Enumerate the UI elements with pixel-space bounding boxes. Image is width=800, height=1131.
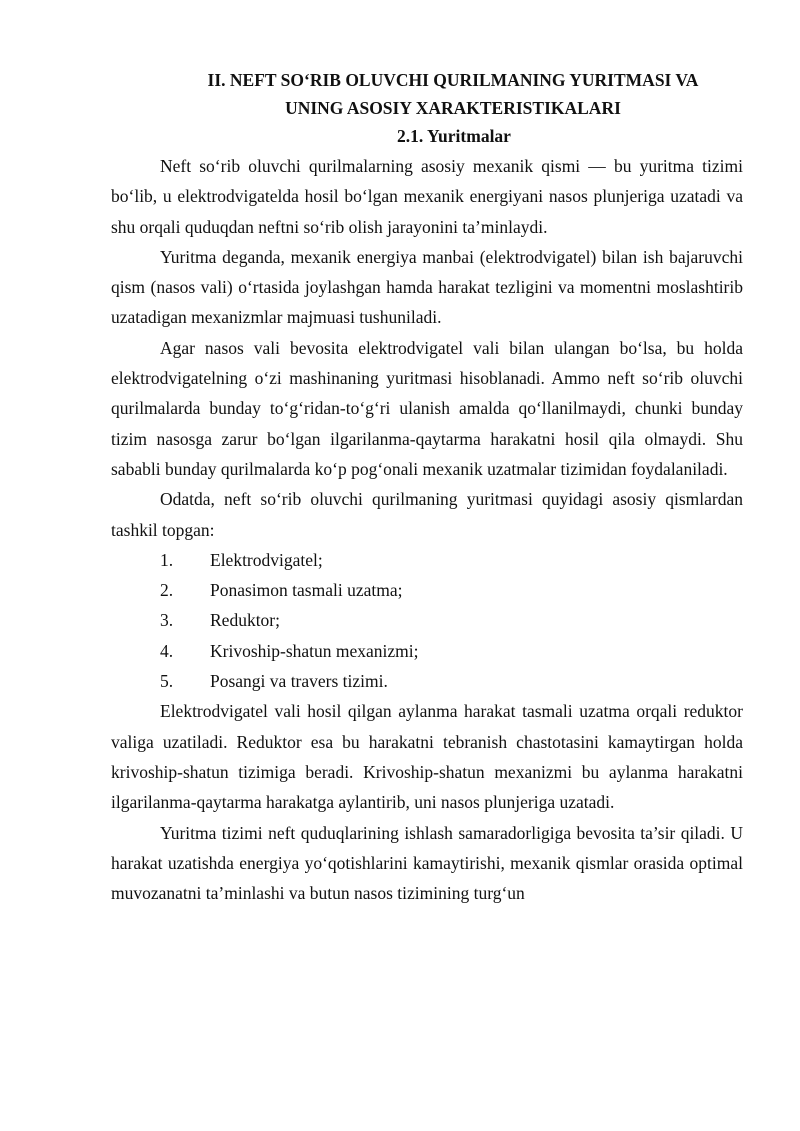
list-item-text: Ponasimon tasmali uzatma; [210, 580, 403, 601]
list-item-number: 4. [160, 640, 174, 661]
list-item [111, 575, 743, 605]
components-list [111, 545, 743, 696]
paragraph: Yuritma tizimi neft quduqlarining ishlash samaradorligiga bevosita ta’sir qiladi. U harakat uzatishda energiya yo‘qotishlarini kamaytirishi, mexanik qismlar orasida optimal muvozanatni ta’minlashi va butun nasos tizimining turg‘un [111, 822, 743, 904]
list-item-number: 3. [160, 610, 174, 631]
list-item [111, 605, 743, 635]
paragraph: Neft so‘rib oluvchi qurilmalarning asosiy mexanik qismi — bu yuritma tizimi bo‘lib, u elektrodvigatelda hosil bo‘lgan mexanik energiyani nasos plunjeriga uzatadi va shu orqali quduqdan neftni so‘rib olish jarayonini ta’minlaydi. [111, 156, 743, 237]
list-item-text: Krivoship-shatun mexanizmi; [210, 640, 419, 661]
section-title: 2.1. Yuritmalar [397, 126, 511, 146]
paragraph: Elektrodvigatel vali hosil qilgan aylanma harakat tasmali uzatma orqali reduktor valiga uzatiladi. Reduktor esa bu harakatni tebranish chastotasini kamaytirgan holda krivoship-shatun tizimiga beradi. Krivoship-shatun mexanizmi bu aylanma harakatni ilgarilanma-qaytarma harakatga aylantirib, uni nasos plunjeriga uzatadi. [111, 701, 743, 813]
list-item [111, 666, 743, 696]
list-item-text: Posangi va travers tizimi. [210, 671, 388, 692]
list-item-number: 2. [160, 580, 174, 601]
list-item-text: Reduktor; [210, 610, 280, 631]
paragraph: Odatda, neft so‘rib oluvchi qurilmaning yuritmasi quyidagi asosiy qismlardan tashkil topgan: [111, 489, 743, 540]
chapter-title-line-2: UNING ASOSIY XARAKTERISTIKALARI [285, 98, 621, 118]
list-item [111, 545, 743, 575]
document-page [111, 66, 743, 908]
list-item-text: Elektrodvigatel; [210, 549, 323, 570]
paragraph: Yuritma deganda, mexanik energiya manbai (elektrodvigatel) bilan ish bajaruvchi qism (nasos vali) o‘rtasida joylashgan hamda harakat tezligini va momentni moslashtirib uzatadigan mexanizmlar majmuasi tushuniladi. [111, 246, 743, 328]
paragraph: Agar nasos vali bevosita elektrodvigatel vali bilan ulangan bo‘lsa, bu holda elektrodvigatelning o‘zi mashinaning yuritmasi hisoblanadi. Ammo neft so‘rib oluvchi qurilmalarda bunday to‘g‘ridan-to‘g‘ri ulanish amalda qo‘llanilmaydi, chunki bunday tizim nasosga zarur bo‘lgan ilgarilanma-qaytarma harakatni hosil qila olmaydi. Shu sababli bunday qurilmalarda ko‘p pog‘onali mexanik uzatmalar tizimidan foydalaniladi. [111, 337, 743, 479]
list-item-number: 1. [160, 549, 174, 570]
list-item-number: 5. [160, 671, 174, 692]
list-item [111, 636, 743, 666]
chapter-title-line-1: II. NEFT SO‘RIB OLUVCHI QURILMANING YURITMASI VA [207, 70, 699, 90]
